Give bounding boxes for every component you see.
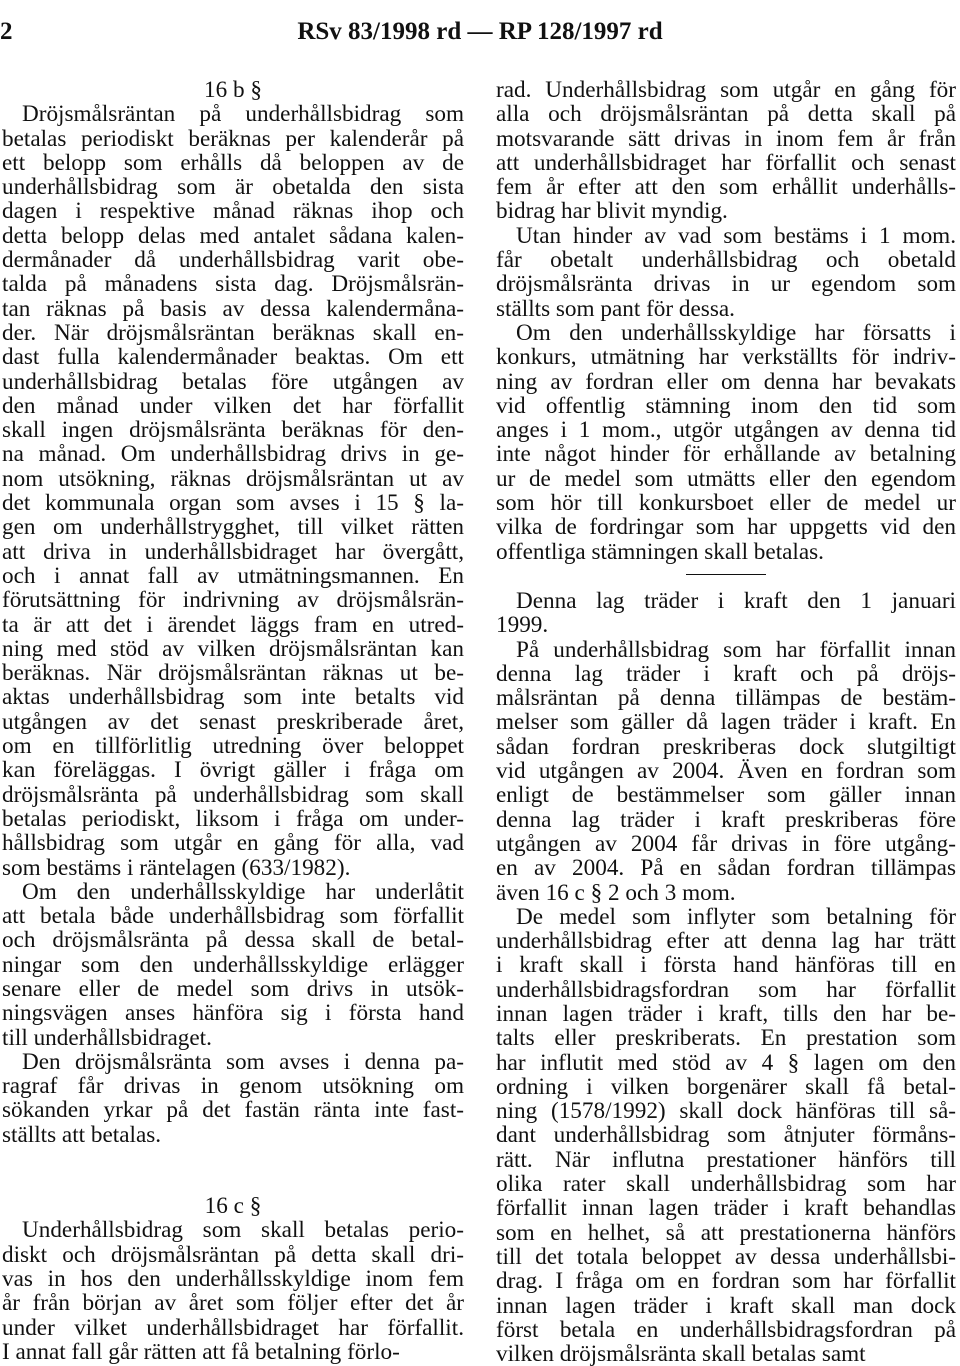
text-line: ning (1578/1992) skall dock hänföras till så- xyxy=(496,1099,956,1124)
text-line: att driva in underhållsbidraget har övergått, xyxy=(2,539,464,564)
section-heading-16c: 16 c § xyxy=(204,1194,262,1219)
text-line: vas in hos den underhållsskyldige inom fem xyxy=(2,1266,464,1292)
text-line: under vilket underhållsbidraget har förfallit. xyxy=(2,1315,464,1340)
text-line: rad. Underhållsbidrag som utgår en gång för xyxy=(496,78,956,103)
text-line: ur de medel som utmätts eller den egendom xyxy=(496,466,956,492)
paragraph xyxy=(2,880,464,1050)
text-line: olika rater skall underhållsbidrag som har xyxy=(496,1172,956,1197)
right-column xyxy=(496,78,956,1366)
text-line: na månad. Om underhållsbidrag drivs in ge- xyxy=(2,442,464,467)
text-line: vid offentlig stämning inom den tid som xyxy=(496,393,956,419)
left-column xyxy=(2,78,464,1364)
text-line: ställts att betalas. xyxy=(2,1122,162,1148)
paragraph xyxy=(496,589,956,638)
text-line: dröjsmålsränta på underhållsbidrag som skall xyxy=(2,782,464,807)
text-line: som hör till konkursboet eller de medel ur xyxy=(496,491,956,516)
text-line: först betala en underhållsbidragsfordran på xyxy=(496,1317,956,1343)
text-line: innan lagen träder i kraft, tills den har be- xyxy=(496,1001,956,1027)
text-line: ställts som pant för dessa. xyxy=(496,296,735,321)
text-line: melser som gäller då lagen träder i kraft. En xyxy=(496,710,956,735)
text-line: ning med stöd av vilken dröjsmålsräntan kan xyxy=(2,636,464,662)
text-line: och i annat fall av utmätningsmannen. En xyxy=(2,563,464,589)
text-line: betalas periodiskt beräknas per kalenderår på xyxy=(2,126,464,151)
text-line: 1999. xyxy=(496,613,549,638)
text-line: det kommunala organ som avses i 15 § la- xyxy=(2,491,464,516)
text-line: fem år efter att den som erhållit underhålls- xyxy=(496,175,956,200)
text-line: utgången av det senast preskriberade året, xyxy=(2,709,464,735)
text-line: dröjsmålsränta drivas in ur egendom som xyxy=(496,272,956,297)
text-line: Denna lag träder i kraft den 1 januari xyxy=(516,588,956,614)
text-line: som en helhet, så att prestationerna hänförs xyxy=(496,1220,956,1245)
paragraph xyxy=(2,1050,464,1147)
text-line: till det totala beloppet av dessa underhållsbi- xyxy=(496,1244,956,1270)
text-line: ningsvägen anses hänföra sig i första hand xyxy=(2,1001,464,1026)
text-line: innan lagen träder i kraft skall man dock xyxy=(496,1293,956,1318)
text-line: tan räknas på basis av dessa kalendermåna- xyxy=(2,296,464,321)
running-head: RSv 83/1998 rd — RP 128/1997 rd xyxy=(297,18,663,45)
paragraph xyxy=(496,321,956,564)
text-line: år från början av året som följer efter det år xyxy=(2,1291,464,1316)
text-line: dagen i respektive månad räknas ihop och xyxy=(2,199,464,224)
text-line: en av 2004. På en sådan fordran tillämpas xyxy=(496,856,956,881)
text-line: betalas periodiskt, liksom i fråga om under- xyxy=(2,806,464,832)
paragraph xyxy=(2,102,464,880)
text-line: beräknas. När dröjsmålsräntan räknas ut be- xyxy=(2,661,464,686)
text-line: talda på månadens sista dag. Dröjsmålsrän- xyxy=(2,272,464,297)
text-line: i kraft skall i första hand hänföras till en xyxy=(496,953,956,978)
text-line: målsräntan på denna tillämpas de bestäm- xyxy=(496,686,956,711)
paragraph xyxy=(496,78,956,224)
paragraph xyxy=(496,905,956,1366)
text-line: detta belopp delas med antalet sådana kalen- xyxy=(2,223,464,249)
text-line: der. När dröjsmålsräntan beräknas skall en- xyxy=(2,320,464,346)
text-line: underhållsbidrag efter att denna lag har trätt xyxy=(496,929,956,954)
text-line: utgången av 2004 får drivas in före utgång- xyxy=(496,831,956,857)
text-line: inte något hinder för erhållande av betalning xyxy=(496,442,956,467)
text-line: offentliga stämningen skall betalas. xyxy=(496,539,824,564)
text-line: talts eller preskriberats. En prestation som xyxy=(496,1026,956,1051)
text-line: gen om underhållstrygghet, till vilket rätten xyxy=(2,515,464,540)
text-line: hållsbidrag som utgår en gång för alla, vad xyxy=(2,831,464,856)
paragraph xyxy=(2,1218,464,1364)
text-line: ett belopp som erhålls då beloppen av de xyxy=(2,150,464,176)
text-line: vilken dröjsmålsränta skall betalas samt xyxy=(496,1342,866,1366)
text-line: dant underhållsbidrag som åtnjuter förmåns- xyxy=(496,1123,956,1148)
text-line: enligt de bestämmelser som gäller innan xyxy=(496,783,956,808)
text-line: vid utgången av 2004. Även en fordran som xyxy=(496,759,956,784)
text-line: att underhållsbidraget har förfallit och senast xyxy=(496,150,956,176)
text-line: kan föreläggas. I övrigt gäller i fråga om xyxy=(2,758,464,783)
text-line: sökanden yrkar på det fastän ränta inte fast- xyxy=(2,1098,464,1123)
text-line: Utan hinder av vad som bestäms i 1 mom. xyxy=(516,223,956,249)
text-line: dast fulla kalendermånader beaktas. Om ett xyxy=(2,345,464,370)
text-line: förfallit innan lagen träder i kraft behandlas xyxy=(496,1196,956,1221)
text-line: skall ingen dröjsmålsränta beräknas för den- xyxy=(2,418,464,443)
text-line: underhållsbidrag som är obetalda den sista xyxy=(2,175,464,200)
text-line: Om den underhållsskyldige har försatts i xyxy=(516,320,956,346)
section-heading-16b: 16 b § xyxy=(204,78,262,103)
text-line: konkurs, utmätning har verkställts för indriv- xyxy=(496,345,956,370)
text-line: som bestäms i räntelagen (633/1982). xyxy=(2,855,351,880)
text-line: drag. I fråga om en fordran som har förfallit xyxy=(496,1269,956,1294)
text-line: Den dröjsmålsränta som avses i denna pa- xyxy=(22,1049,464,1075)
text-line: alla och dröjsmålsräntan på detta skall på xyxy=(496,102,956,127)
text-line: även 16 c § 2 och 3 mom. xyxy=(496,880,736,905)
text-line: anges i 1 mom., utgör utgången av denna tid xyxy=(496,418,956,443)
text-line: dermånader då underhållsbidrag varit obe- xyxy=(2,248,464,273)
text-line: Om den underhållsskyldige har underlåtit xyxy=(22,879,464,905)
text-line: rätt. När influtna prestationer hänförs till xyxy=(496,1147,956,1173)
text-line: bidrag har blivit myndig. xyxy=(496,199,728,224)
text-line: underhållsbidrag betalas före utgången av xyxy=(2,369,464,394)
text-line: har influtit med stöd av 4 § lagen om den xyxy=(496,1050,956,1075)
text-line: senare eller de medel som drivs in utsök- xyxy=(2,976,464,1002)
text-line: till underhållsbidraget. xyxy=(2,1025,212,1050)
text-line: motsvarande sätt drivas in inom fem år från xyxy=(496,126,956,151)
text-line: får obetalt underhållsbidrag och obetald xyxy=(496,248,956,273)
text-line: Underhållsbidrag som skall betalas perio- xyxy=(22,1218,464,1243)
page-number: 2 xyxy=(0,18,13,45)
text-line: aktas underhållsbidrag som inte betalts vid xyxy=(2,685,464,710)
text-line: den månad under vilken det har förfallit xyxy=(2,393,464,419)
paragraph xyxy=(496,638,956,905)
paragraph xyxy=(496,224,956,321)
text-line: Dröjsmålsräntan på underhållsbidrag som xyxy=(22,102,464,127)
text-line: ordning i vilken borgenärer skall få betal- xyxy=(496,1074,956,1100)
text-line: och dröjsmålsränta på dessa skall de betal- xyxy=(2,928,464,953)
text-line: denna lag träder i kraft preskriberas före xyxy=(496,807,956,832)
spacer xyxy=(2,1147,464,1194)
section-divider xyxy=(686,574,766,575)
text-line: diskt och dröjsmålsräntan på detta skall dri- xyxy=(2,1242,464,1267)
text-line: förutsättning för indrivning av dröjsmålsrän- xyxy=(2,588,464,613)
text-line: underhållsbidragsfordran som har förfallit xyxy=(496,977,956,1002)
text-line: ragraf får drivas in genom utsökning om xyxy=(2,1074,464,1099)
text-line: ningar som den underhållsskyldige erlägger xyxy=(2,952,464,977)
text-line: om en tillförlitlig utredning över beloppet xyxy=(2,734,464,759)
text-line: att betala både underhållsbidrag som förfallit xyxy=(2,904,464,929)
text-line: I annat fall går rätten att få betalning förlo- xyxy=(2,1339,400,1365)
text-line: ta är att det i ärendet läggs fram en utred- xyxy=(2,612,464,637)
text-line: På underhållsbidrag som har förfallit innan xyxy=(516,637,956,662)
text-line: vilka de fordringar som har uppgetts vid den xyxy=(496,515,956,540)
text-line: sådan fordran preskriberas dock slutgiltigt xyxy=(496,734,956,760)
text-line: nom utsökning, räknas dröjsmålsräntan ut av xyxy=(2,466,464,492)
text-line: De medel som inflyter som betalning för xyxy=(516,904,956,930)
text-line: ning av fordran eller om denna har bevakats xyxy=(496,369,956,394)
text-line: denna lag träder i kraft och på dröjs- xyxy=(496,661,956,687)
